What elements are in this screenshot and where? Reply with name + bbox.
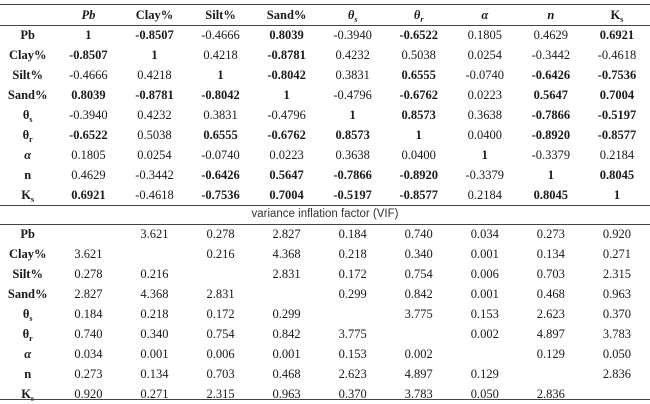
column-header-sand-pct xyxy=(254,5,320,25)
correlation-cell: 1 xyxy=(85,28,92,42)
vif-cell: 0.278 xyxy=(206,227,235,241)
vif-cell: 2.836 xyxy=(602,367,631,381)
correlation-cell: -0.6426 xyxy=(531,68,571,82)
correlation-cell: 0.8039 xyxy=(71,88,106,102)
vif-row-label-thetar-subscript: r xyxy=(29,334,33,343)
correlation-cell: -0.3940 xyxy=(333,28,372,42)
column-header-thetar-subscript: r xyxy=(420,15,424,24)
vif-row xyxy=(0,224,650,244)
vif-cell: 0.370 xyxy=(338,387,367,401)
correlation-cell: -0.6522 xyxy=(399,28,438,42)
correlation-cell: 0.4629 xyxy=(533,28,569,42)
correlation-cell: -0.6762 xyxy=(399,88,438,102)
correlation-cell: 0.8045 xyxy=(533,188,569,202)
vif-cell: 0.006 xyxy=(206,347,235,361)
vif-cell: 0.034 xyxy=(74,347,103,361)
column-header-ks xyxy=(584,5,650,25)
vif-row xyxy=(0,244,650,264)
column-header-thetas-subscript: s xyxy=(354,15,358,24)
correlation-cell: 0.3638 xyxy=(467,108,502,122)
vif-cell: 0.271 xyxy=(602,247,631,261)
correlation-row xyxy=(0,185,650,205)
correlation-cell: 0.0254 xyxy=(467,48,502,62)
correlation-row-label-clay-pct-text: Clay% xyxy=(8,48,47,62)
vif-cell: 0.134 xyxy=(140,367,169,381)
vif-cell: 0.001 xyxy=(470,287,499,301)
vif-cell: 0.002 xyxy=(470,327,499,341)
vif-cell: 0.468 xyxy=(536,287,565,301)
column-header-clay-pct-text: Clay% xyxy=(135,8,174,22)
vif-cell: 0.153 xyxy=(470,307,499,321)
vif-cell: 0.006 xyxy=(470,267,499,281)
correlation-row-label-ks xyxy=(0,185,55,205)
correlation-cell: 0.1805 xyxy=(467,28,502,42)
correlation-cell: 0.7004 xyxy=(599,88,635,102)
correlation-cell: 0.3638 xyxy=(335,148,370,162)
correlation-cell: 0.8045 xyxy=(599,168,635,182)
correlation-cell: -0.6522 xyxy=(69,128,108,142)
vif-row-label-ks xyxy=(0,384,55,404)
correlation-cell: 0.3831 xyxy=(335,68,370,82)
vif-row-label-ks-subscript: s xyxy=(31,394,35,403)
correlation-cell: 0.8573 xyxy=(335,128,370,142)
vif-row-label-silt-pct-text: Silt% xyxy=(12,267,43,281)
vif-cell: 0.273 xyxy=(536,227,565,241)
vif-cell: 3.783 xyxy=(602,327,631,341)
column-header-pb xyxy=(55,5,121,25)
vif-cell: 0.842 xyxy=(272,327,301,341)
column-header-table xyxy=(0,5,650,25)
vif-cell: 2.315 xyxy=(602,267,631,281)
vif-cell: 4.897 xyxy=(536,327,565,341)
correlation-cell: 0.5038 xyxy=(137,128,172,142)
correlation-row-label-alpha xyxy=(0,145,55,165)
correlation-cell: -0.3940 xyxy=(69,108,108,122)
vif-row-label-ks-text: K xyxy=(21,387,31,401)
vif-cell: 0.278 xyxy=(74,267,103,281)
column-header-silt-pct xyxy=(188,5,254,25)
correlation-cell: 0.4232 xyxy=(335,48,370,62)
vif-cell: 0.218 xyxy=(140,307,169,321)
correlation-cell: -0.4618 xyxy=(597,48,637,62)
vif-row-label-thetas-text: θ xyxy=(22,307,30,321)
vif-cell: 0.129 xyxy=(470,367,499,381)
vif-row-label-sand-pct-text: Sand% xyxy=(7,287,48,301)
correlation-cell: 0.5647 xyxy=(269,168,304,182)
correlation-cell: 0.4218 xyxy=(203,48,238,62)
vif-cell xyxy=(55,224,121,244)
column-header-ks-text: K xyxy=(610,8,621,22)
correlation-cell: 0.4218 xyxy=(137,68,172,82)
vif-row-label-thetas xyxy=(0,304,55,324)
correlation-cell: 1 xyxy=(613,188,621,202)
vif-cell xyxy=(518,364,584,384)
correlation-cell: -0.7536 xyxy=(597,68,637,82)
correlation-cell: -0.6762 xyxy=(267,128,306,142)
vif-cell xyxy=(320,304,386,324)
correlation-row-label-thetar-subscript: r xyxy=(29,135,33,144)
vif-row xyxy=(0,384,650,404)
vif-cell: 3.783 xyxy=(404,387,433,401)
bottom-rule xyxy=(0,399,650,400)
correlation-row-label-pb xyxy=(0,25,55,45)
correlation-cell: 0.0223 xyxy=(269,148,304,162)
correlation-row-label-thetar-text: θ xyxy=(22,128,30,142)
correlation-cell: -0.8507 xyxy=(69,48,108,62)
vif-row-label-alpha-text: α xyxy=(24,347,32,361)
column-header-row xyxy=(0,5,650,25)
correlation-row-label-thetas xyxy=(0,105,55,125)
correlation-cell: -0.8577 xyxy=(399,188,438,202)
correlation-row-label-clay-pct xyxy=(0,45,55,65)
correlation-row-label-thetas-text: θ xyxy=(22,108,30,122)
correlation-cell: -0.4666 xyxy=(201,28,240,42)
vif-row-label-clay-pct xyxy=(0,244,55,264)
vif-cell: 0.740 xyxy=(404,227,433,241)
vif-cell: 2.623 xyxy=(536,307,565,321)
correlation-cell: 0.8039 xyxy=(269,28,304,42)
correlation-cell: -0.5197 xyxy=(597,108,637,122)
correlation-row-label-ks-subscript: s xyxy=(31,195,35,204)
vif-cell: 4.897 xyxy=(404,367,433,381)
vif-cell: 0.740 xyxy=(74,327,103,341)
correlation-row-label-sand-pct-text: Sand% xyxy=(7,88,48,102)
vif-cell: 2.831 xyxy=(206,287,235,301)
correlation-cell: 0.4232 xyxy=(137,108,172,122)
vif-cell: 2.827 xyxy=(74,287,103,301)
vif-row xyxy=(0,324,650,344)
correlation-cell: 0.0254 xyxy=(137,148,172,162)
vif-cell: 0.172 xyxy=(206,307,235,321)
vif-cell: 0.172 xyxy=(338,267,367,281)
vif-cell: 3.775 xyxy=(404,307,433,321)
column-header-n-text: n xyxy=(547,8,555,22)
vif-cell: 2.623 xyxy=(338,367,367,381)
vif-row-label-pb-text: Pb xyxy=(20,227,35,241)
correlation-row xyxy=(0,145,650,165)
vif-section-title: variance inflation factor (VIF) xyxy=(251,208,399,220)
vif-cell: 0.340 xyxy=(404,247,433,261)
correlation-row xyxy=(0,85,650,105)
correlation-cell: 0.5647 xyxy=(533,88,569,102)
correlation-cell: -0.8781 xyxy=(267,48,306,62)
correlation-cell: -0.3442 xyxy=(531,48,571,62)
correlation-cell: -0.4796 xyxy=(267,108,306,122)
vif-cell: 0.050 xyxy=(602,347,631,361)
correlation-cell: 1 xyxy=(283,88,290,102)
correlation-cell: -0.8920 xyxy=(399,168,438,182)
vif-cell: 0.299 xyxy=(272,307,301,321)
vif-cell xyxy=(254,284,320,304)
vif-cell: 0.754 xyxy=(206,327,235,341)
vif-cell xyxy=(188,264,254,284)
vif-row-label-sand-pct xyxy=(0,284,55,304)
correlation-cell: 0.0223 xyxy=(467,88,502,102)
vif-cell: 0.703 xyxy=(206,367,235,381)
correlation-matrix xyxy=(0,25,650,205)
vif-cell: 0.134 xyxy=(536,247,565,261)
column-header-clay-pct xyxy=(121,5,187,25)
vif-cell: 0.299 xyxy=(338,287,367,301)
vif-cell: 4.368 xyxy=(272,247,301,261)
correlation-cell: 0.6555 xyxy=(203,128,238,142)
vif-cell: 3.775 xyxy=(338,327,367,341)
vif-cell: 0.184 xyxy=(74,307,103,321)
vif-cell: 0.273 xyxy=(74,367,103,381)
vif-cell: 0.271 xyxy=(140,387,169,401)
vif-matrix xyxy=(0,224,650,404)
vif-cell: 0.920 xyxy=(602,227,631,241)
correlation-cell: 1 xyxy=(151,48,158,62)
correlation-row xyxy=(0,125,650,145)
vif-row-label-clay-pct-text: Clay% xyxy=(8,247,47,261)
correlation-row-label-thetas-subscript: s xyxy=(29,115,33,124)
correlation-cell: -0.3442 xyxy=(135,168,174,182)
vif-cell: 0.034 xyxy=(470,227,499,241)
column-header-thetas xyxy=(320,5,386,25)
vif-cell: 0.001 xyxy=(140,347,169,361)
correlation-cell: -0.0740 xyxy=(465,68,505,82)
vif-cell: 0.370 xyxy=(602,307,631,321)
column-header-n xyxy=(518,5,584,25)
vif-row xyxy=(0,304,650,324)
vif-cell: 2.827 xyxy=(272,227,301,241)
correlation-row xyxy=(0,105,650,125)
vif-cell: 0.754 xyxy=(404,267,433,281)
vif-cell xyxy=(584,384,650,404)
column-header-thetar-text: θ xyxy=(413,8,421,22)
vif-cell: 0.216 xyxy=(140,267,169,281)
vif-row-label-thetar xyxy=(0,324,55,344)
column-header-alpha-text: α xyxy=(481,8,489,22)
correlation-cell: -0.5197 xyxy=(333,188,372,202)
vif-cell: 2.836 xyxy=(536,387,565,401)
vif-row-label-alpha xyxy=(0,344,55,364)
correlation-cell: 0.3831 xyxy=(203,108,238,122)
vif-cell: 0.963 xyxy=(272,387,301,401)
vif-row xyxy=(0,344,650,364)
correlation-row-label-ks-text: K xyxy=(21,188,31,202)
vif-row-label-silt-pct xyxy=(0,264,55,284)
vif-row xyxy=(0,284,650,304)
vif-cell: 0.216 xyxy=(206,247,235,261)
vif-cell: 0.001 xyxy=(470,247,499,261)
vif-row-label-n xyxy=(0,364,55,384)
vif-cell: 0.842 xyxy=(404,287,433,301)
column-header-pb-text: Pb xyxy=(81,8,96,22)
vif-cell: 0.050 xyxy=(470,387,499,401)
correlation-cell: -0.4666 xyxy=(69,68,108,82)
correlation-row-label-silt-pct xyxy=(0,65,55,85)
correlation-row xyxy=(0,45,650,65)
correlation-cell: 1 xyxy=(349,108,356,122)
vif-row xyxy=(0,364,650,384)
correlation-row-label-n xyxy=(0,165,55,185)
correlation-cell: 1 xyxy=(217,68,224,82)
correlation-row xyxy=(0,165,650,185)
correlation-cell: 0.1805 xyxy=(71,148,106,162)
correlation-cell: -0.8781 xyxy=(135,88,174,102)
column-header-sand-pct-text: Sand% xyxy=(266,8,307,22)
vif-cell: 2.315 xyxy=(206,387,235,401)
corner-cell xyxy=(0,5,55,25)
correlation-cell: 0.0400 xyxy=(467,128,502,142)
correlation-cell: -0.4796 xyxy=(333,88,372,102)
vif-row-label-thetas-subscript: s xyxy=(29,314,33,323)
vif-cell xyxy=(386,324,452,344)
vif-cell: 3.621 xyxy=(140,227,169,241)
correlation-cell: 0.8573 xyxy=(401,108,436,122)
correlation-row-label-n-text: n xyxy=(24,168,32,182)
vif-cell: 0.340 xyxy=(140,327,169,341)
correlation-cell: 0.7004 xyxy=(269,188,304,202)
vif-cell: 0.920 xyxy=(74,387,103,401)
vif-row-label-thetar-text: θ xyxy=(22,327,30,341)
correlation-cell: 0.6921 xyxy=(599,28,635,42)
correlation-cell: -0.8042 xyxy=(267,68,306,82)
correlation-cell: -0.8042 xyxy=(201,88,240,102)
vif-cell: 3.621 xyxy=(74,247,103,261)
correlation-cell: -0.8577 xyxy=(597,128,637,142)
vif-cell: 0.001 xyxy=(272,347,301,361)
vif-row-label-n-text: n xyxy=(24,367,32,381)
correlation-cell: 1 xyxy=(481,148,488,162)
vif-cell xyxy=(121,244,187,264)
vif-cell: 0.002 xyxy=(404,347,433,361)
correlation-row xyxy=(0,65,650,85)
correlation-row-label-thetar xyxy=(0,125,55,145)
vif-row-label-pb xyxy=(0,224,55,244)
correlation-cell: 1 xyxy=(415,128,422,142)
correlation-row xyxy=(0,25,650,45)
correlation-cell: 0.0400 xyxy=(401,148,436,162)
vif-cell xyxy=(452,344,518,364)
vif-row xyxy=(0,264,650,284)
correlation-cell: 1 xyxy=(547,168,554,182)
correlation-cell: 0.6921 xyxy=(71,188,106,202)
correlation-cell: -0.8920 xyxy=(531,128,571,142)
correlation-cell: -0.6426 xyxy=(201,168,240,182)
vif-cell: 0.129 xyxy=(536,347,565,361)
correlation-cell: -0.7866 xyxy=(531,108,571,122)
vif-cell: 2.831 xyxy=(272,267,301,281)
correlation-cell: -0.4618 xyxy=(135,188,174,202)
correlation-cell: -0.3379 xyxy=(531,148,571,162)
correlation-cell: 0.5038 xyxy=(401,48,436,62)
vif-cell: 4.368 xyxy=(140,287,169,301)
correlation-row-label-sand-pct xyxy=(0,85,55,105)
correlation-cell: 0.2184 xyxy=(599,148,635,162)
column-header-ks-subscript: s xyxy=(620,15,624,24)
vif-cell: 0.703 xyxy=(536,267,565,281)
column-header-silt-pct-text: Silt% xyxy=(205,8,236,22)
vif-cell: 0.153 xyxy=(338,347,367,361)
correlation-cell: 0.2184 xyxy=(467,188,502,202)
correlation-cell: 0.4629 xyxy=(71,168,106,182)
correlation-cell: -0.3379 xyxy=(465,168,505,182)
vif-cell: 0.184 xyxy=(338,227,367,241)
correlation-cell: 0.6555 xyxy=(401,68,436,82)
column-header-thetas-text: θ xyxy=(347,8,355,22)
vif-cell: 0.218 xyxy=(338,247,367,261)
vif-cell: 0.963 xyxy=(602,287,631,301)
correlation-cell: -0.0740 xyxy=(201,148,240,162)
correlation-cell: -0.8507 xyxy=(135,28,174,42)
correlation-row-label-alpha-text: α xyxy=(24,148,32,162)
vif-cell: 0.468 xyxy=(272,367,301,381)
correlation-cell: -0.7866 xyxy=(333,168,372,182)
column-header-thetar xyxy=(386,5,452,25)
correlation-cell: -0.7536 xyxy=(201,188,240,202)
column-header-alpha xyxy=(452,5,518,25)
correlation-row-label-pb-text: Pb xyxy=(20,28,35,42)
correlation-row-label-silt-pct-text: Silt% xyxy=(12,68,43,82)
